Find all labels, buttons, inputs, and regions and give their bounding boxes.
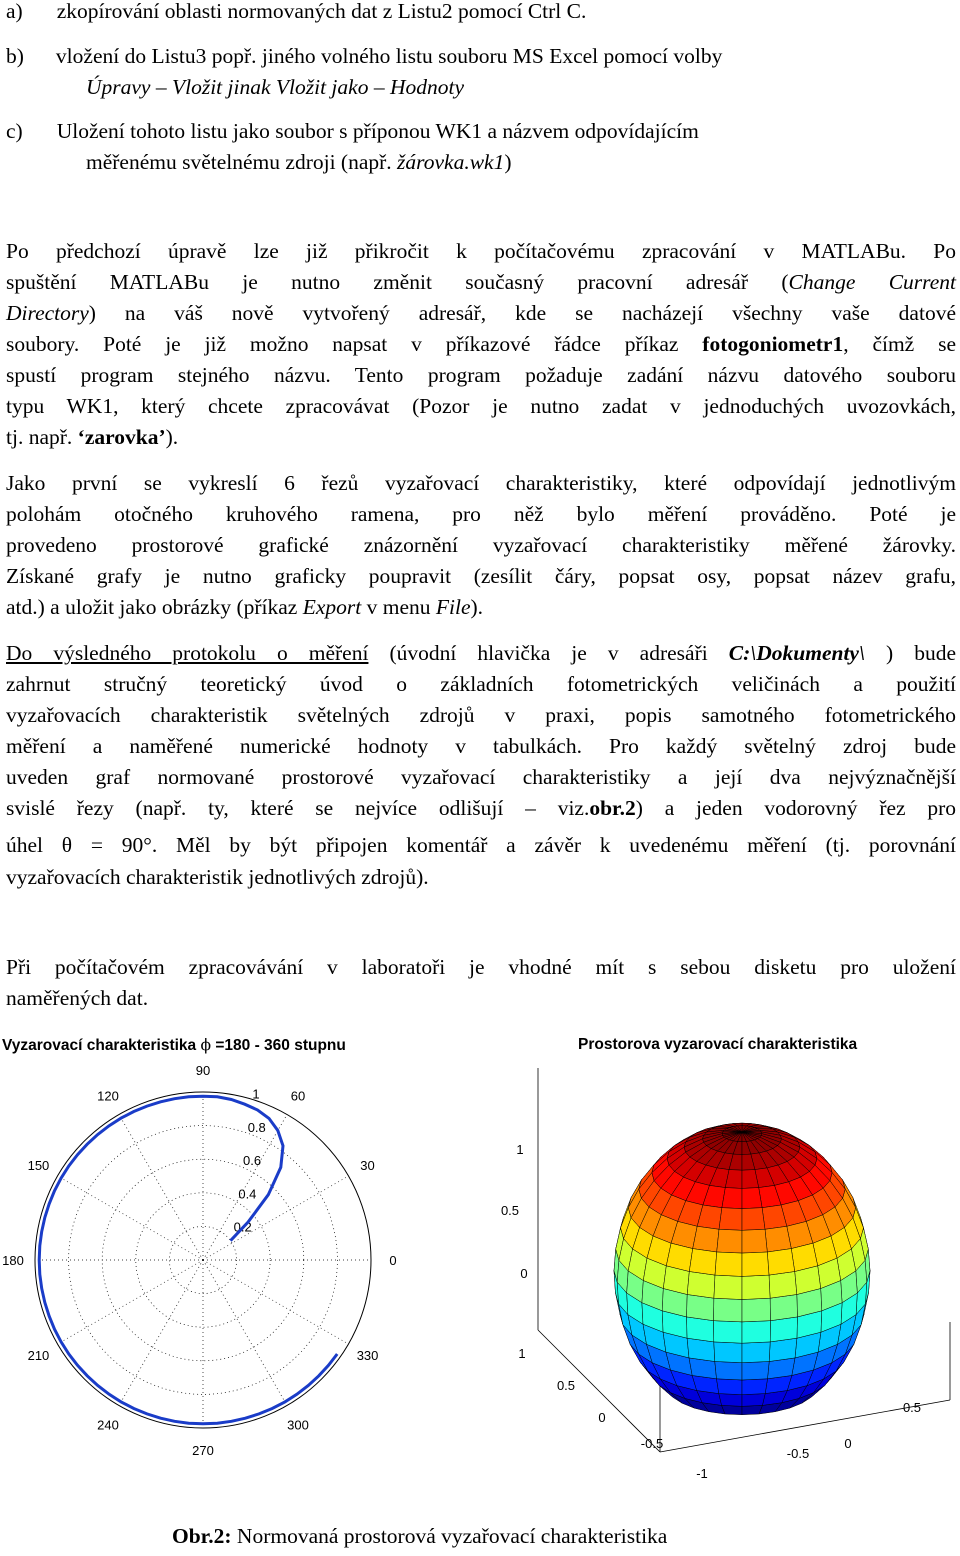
surface-patch xyxy=(714,1298,743,1322)
x-tick-label: -0.5 xyxy=(640,1436,664,1451)
surface-patch xyxy=(687,1295,714,1321)
surface-patch xyxy=(717,1379,743,1395)
para1-line: Directory) na váš nově vytvořený adresář, kde se nacházejí všechny vaše datové xyxy=(6,301,956,325)
polar-chart-title: Vyzarovací charakteristika ϕ =180 - 360 stupnu xyxy=(2,1036,346,1054)
list-item-b xyxy=(6,43,722,69)
surface-patch xyxy=(689,1249,716,1276)
polar-angle-tick-label: 150 xyxy=(27,1158,50,1173)
para3-line: vyzařovacích charakteristik světelných zdrojů v praxi, popis samotného fotometrického xyxy=(6,703,956,727)
command-name: fotogoniometr1 xyxy=(702,332,844,356)
polar-spoke xyxy=(58,1176,203,1260)
z-tick-label: 0 xyxy=(520,1266,528,1281)
y-tick-label: -0.5 xyxy=(786,1446,810,1461)
list-item-c-cont: měřenému světelnému zdroji (např. žárovka.wk1) xyxy=(86,150,512,174)
polar-radial-tick-label: 1 xyxy=(252,1086,260,1102)
surface-patch xyxy=(742,1208,765,1231)
surface-patch xyxy=(742,1298,771,1322)
surface-patch xyxy=(687,1272,715,1299)
x-tick-label: 1 xyxy=(518,1346,526,1361)
para1-line: spuštění MATLABu je nutno změnit současný pracovní adresář (Change Current xyxy=(6,270,957,294)
directory-path: C:\Dokumenty\ xyxy=(728,641,865,665)
para3-line: vyzařovacích charakteristik jednotlivých zdrojů). xyxy=(6,865,429,889)
surface-patch xyxy=(742,1342,770,1363)
polar-angle-tick-label: 60 xyxy=(290,1088,306,1104)
para1-line: tj. např. ‘zarovka’). xyxy=(6,425,179,449)
para2-line: Získané grafy je nutno graficky poupravit (zesílit čáry, popsat osy, popsat název grafu, xyxy=(6,564,956,588)
surface-patch xyxy=(715,1362,742,1381)
polar-angle-tick-label: 240 xyxy=(97,1417,119,1433)
list-marker: a) xyxy=(6,0,23,23)
surface-patch xyxy=(687,1317,714,1342)
surface-patch xyxy=(722,1188,742,1209)
y-tick-label: 0 xyxy=(844,1436,852,1451)
caption-label: Obr.2: xyxy=(172,1524,232,1548)
polar-angle-tick-label: 330 xyxy=(356,1348,379,1363)
polar-radial-tick-label: 0.6 xyxy=(243,1153,262,1169)
surface-patch xyxy=(715,1252,742,1276)
menu-path: Úpravy – Vložit jinak Vložit jako – Hodnoty xyxy=(86,75,464,99)
surface-patch xyxy=(742,1405,762,1414)
polar-spoke xyxy=(58,1260,203,1344)
surface-patch xyxy=(769,1272,797,1299)
surface-patch xyxy=(719,1394,742,1407)
para2-line: Jako první se vykreslí 6 řezů vyzařovací charakteristiky, které odpovídají jednotlivým xyxy=(6,471,956,495)
surface-patches xyxy=(614,1123,870,1415)
surface-patch xyxy=(767,1249,794,1276)
surface-patch xyxy=(719,1208,742,1231)
polar-series-line xyxy=(39,1096,337,1424)
para2-line: provedeno prostorové grafické znázornění vyzařovací charakteristiky měřené žárovky. xyxy=(6,533,956,557)
para1-line: Po předchozí úpravě lze již přikročit k počítačovému zpracování v MATLABu. Po xyxy=(6,239,956,263)
list-text: vložení do Listu3 popř. jiného volného listu souboru MS Excel pomocí volby xyxy=(55,44,723,68)
para3-line: zahrnut stručný teoretický úvod o základních fotometrických veličinách a použití xyxy=(6,672,956,696)
para3-line: uveden graf normované prostorové vyzařovací charakteristiky a její dva nejvýznačnější xyxy=(6,765,956,789)
x-tick-label: 0 xyxy=(598,1410,606,1425)
polar-chart xyxy=(0,1060,420,1500)
surface-patch xyxy=(742,1252,769,1276)
surface-patch xyxy=(693,1226,719,1252)
surface-patch xyxy=(742,1229,767,1253)
surface-patch xyxy=(742,1188,762,1209)
para1-line: soubory. Poté je již možno napsat v příkazové řádce příkaz fotogoniometr1, čímž se xyxy=(6,332,956,356)
polar-angle-tick-label: 30 xyxy=(360,1158,375,1173)
polar-radial-tick-label: 0.8 xyxy=(247,1119,266,1135)
z-tick-label: 1 xyxy=(516,1142,524,1157)
para3-line: Do výsledného protokolu o měření (úvodní hlavička je v adresáři C:\Dokumenty\ ) bude xyxy=(6,641,956,665)
z-tick-label: 0.5 xyxy=(500,1203,520,1218)
surface-patch xyxy=(717,1229,742,1253)
surface-chart-title: Prostorova vyzarovací charakteristika xyxy=(578,1036,858,1053)
surface-patch xyxy=(742,1275,770,1299)
polar-grid xyxy=(35,1092,371,1428)
para1-line: typu WK1, který chcete zpracovávat (Pozor je nutno zadat v jednoduchých uvozovkách, xyxy=(6,394,956,418)
polar-angle-tick-label: 90 xyxy=(195,1063,211,1078)
para3-line: svislé řezy (např. ty, které se nejvíce odlišují – viz.obr.2) a jeden vodorovný řez pro xyxy=(6,796,957,820)
surface-patch xyxy=(714,1321,743,1344)
surface-patch xyxy=(722,1405,742,1414)
figure-caption xyxy=(172,1524,667,1549)
surface-patch xyxy=(714,1342,742,1363)
surface-patch xyxy=(765,1226,791,1252)
x-tick-label: 0.5 xyxy=(556,1378,576,1393)
polar-spoke xyxy=(119,1260,203,1405)
list-text: zkopírování oblasti normovaných dat z Listu2 pomocí Ctrl C. xyxy=(56,0,587,23)
surface-patch xyxy=(742,1362,769,1381)
surface-patch xyxy=(742,1394,765,1407)
list-text: Uložení tohoto listu jako soubor s příponou WK1 a názvem odpovídajícím xyxy=(56,119,699,143)
polar-angle-tick-label: 300 xyxy=(287,1417,309,1433)
para3-line: měření a naměřené numerické hodnoty v tabulkách. Pro každý světelný zdroj bude xyxy=(6,734,956,758)
list-marker: b) xyxy=(6,44,24,68)
para2-line: polohám otočného kruhového ramena, pro něž bylo měření prováděno. Poté je xyxy=(6,502,956,526)
surface-patch xyxy=(770,1295,797,1321)
polar-spoke xyxy=(119,1115,203,1260)
polar-angle-tick-label: 120 xyxy=(97,1088,119,1104)
surface-patch xyxy=(742,1379,768,1395)
para4-line: naměřených dat. xyxy=(6,986,149,1010)
para2-line: atd.) a uložit jako obrázky (příkaz Export v menu File). xyxy=(6,595,484,619)
para4-line: Při počítačovém zpracovávání v laboratoři je vhodné mít s sebou disketu pro uložení xyxy=(6,955,956,979)
surface-patch xyxy=(714,1275,742,1299)
list-marker: c) xyxy=(6,119,23,143)
para3-line: úhel θ = 90°. Měl by být připojen komentář a závěr k uvedenému měření (tj. porovnání xyxy=(6,833,956,857)
y-tick-label: 0.5 xyxy=(902,1400,922,1415)
polar-spoke xyxy=(203,1260,348,1344)
surface-patch xyxy=(742,1321,771,1344)
polar-angle-tick-label: 0 xyxy=(389,1253,397,1268)
underlined-phrase: Do výsledného protokolu o měření xyxy=(6,641,369,665)
polar-radial-tick-label: 0.2 xyxy=(233,1219,252,1235)
math-angle: θ = 90° xyxy=(61,833,152,857)
caption-text: Normovaná prostorová vyzařovací charakteristika xyxy=(231,1524,668,1548)
x-tick-label: -1 xyxy=(696,1466,708,1481)
polar-radial-tick-label: 0.4 xyxy=(238,1186,257,1202)
example-filename: žárovka.wk1 xyxy=(397,150,505,174)
list-item-a xyxy=(6,0,586,24)
polar-angle-tick-label: 210 xyxy=(27,1348,50,1363)
polar-spoke xyxy=(203,1260,287,1405)
surface-chart xyxy=(480,1060,960,1500)
polar-spoke xyxy=(203,1176,348,1260)
para1-line: spustí program stejného názvu. Tento program požaduje zadání názvu datového souboru xyxy=(6,363,956,387)
list-item-c xyxy=(6,118,699,144)
polar-angle-tick-label: 270 xyxy=(192,1443,214,1458)
surface-patch xyxy=(770,1317,797,1342)
polar-angle-tick-label: 180 xyxy=(2,1253,24,1268)
